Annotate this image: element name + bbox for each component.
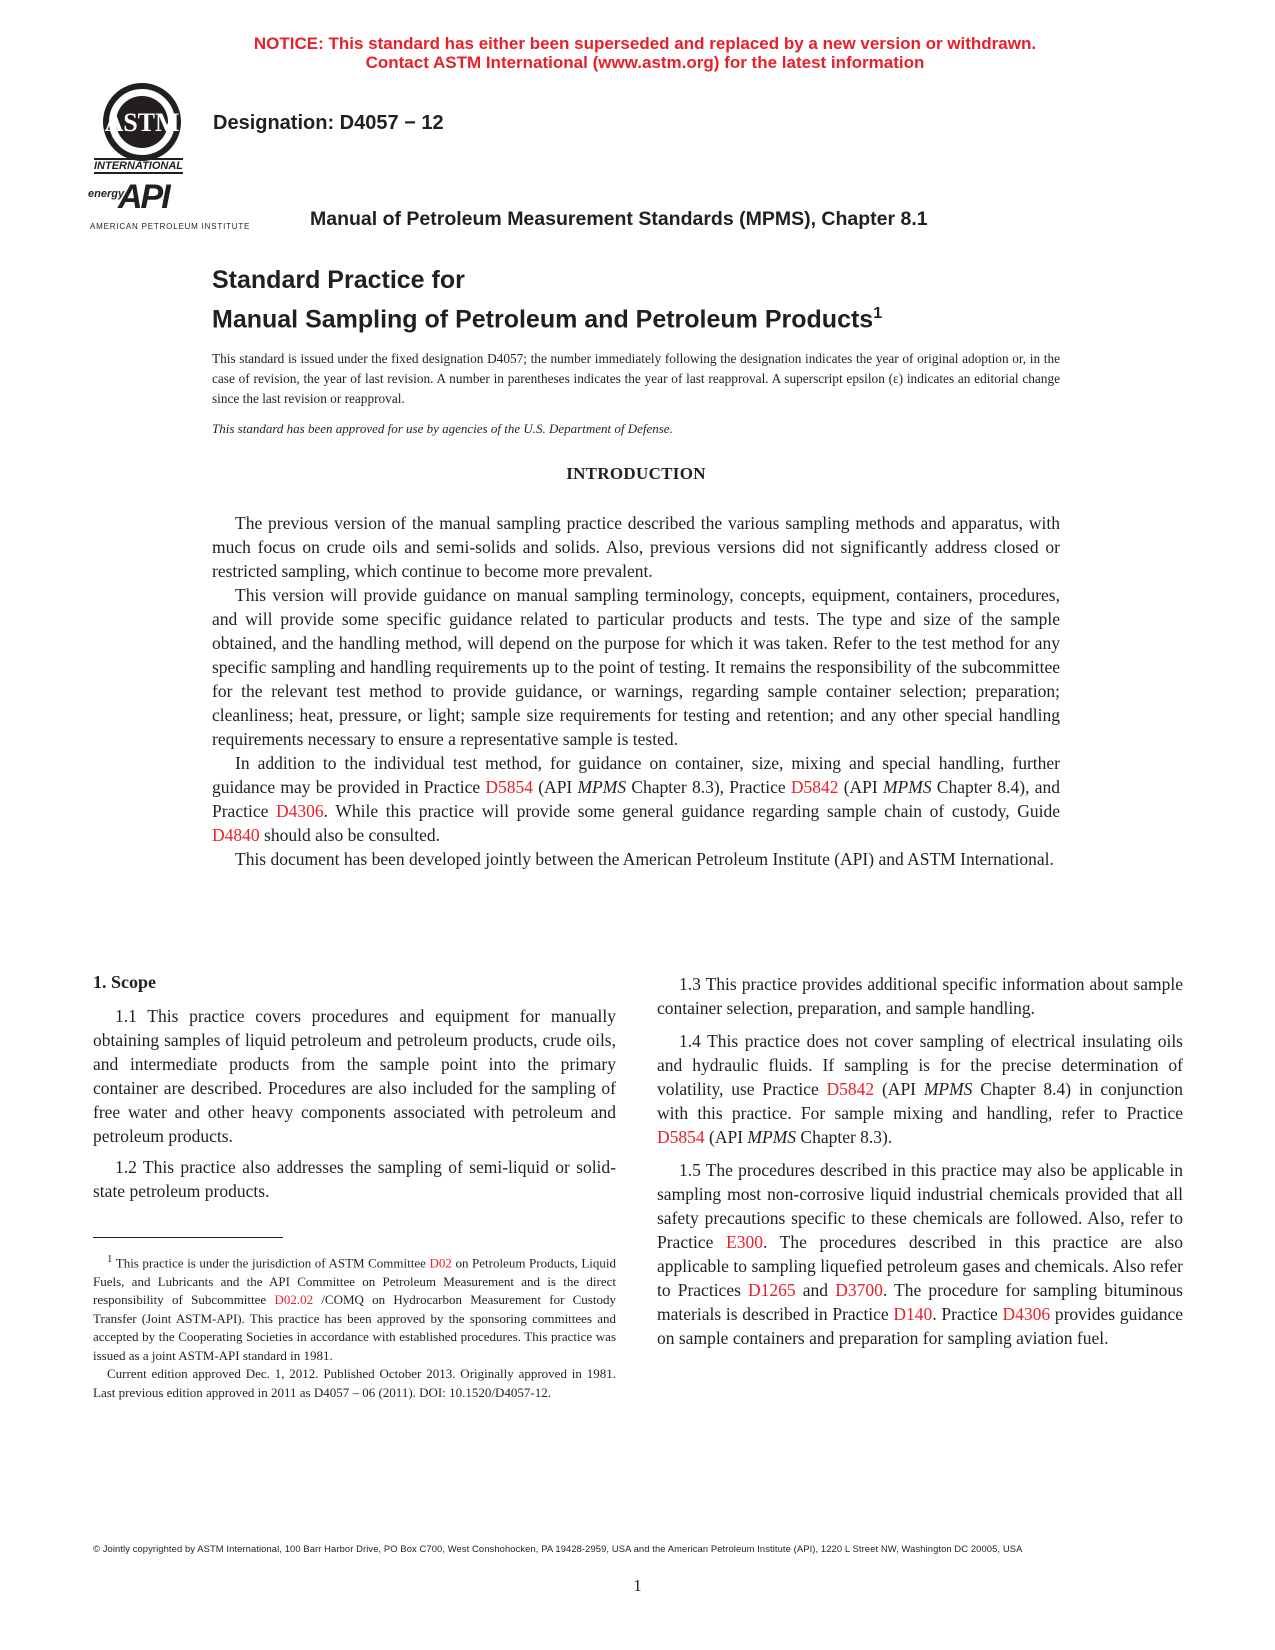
link-d02[interactable]: D02 [429,1255,452,1271]
intro-paragraph-3: In addition to the individual test method, for guidance on container, size, mixing and special handling, further guidance may be provided in Practice D5854 (API MPMS Chapter 8.3), Practice D5842 (API MPMS Chapter 8.4), and Practice D4306. While this practice will provide some general guidance regarding sample chain of custody, Guide D4840 should also be consulted. [212,753,1061,845]
link-d4306-s15[interactable]: D4306 [1002,1304,1051,1324]
title-line-1: Standard Practice for [212,266,465,294]
link-d5854[interactable]: D5854 [485,777,533,797]
scope-heading: 1. Scope [93,972,156,992]
link-e300[interactable]: E300 [726,1232,763,1252]
link-d4840[interactable]: D4840 [212,825,260,845]
title-line-2: Manual Sampling of Petroleum and Petroleum Products [212,305,874,334]
introduction-body [212,511,1060,871]
link-d3700[interactable]: D3700 [835,1280,883,1300]
intro-paragraph-1: The previous version of the manual sampling practice described the various sampling methods and apparatus, with much focus on crude oils and semi-solids and solids. Also, previous versions did not significantly address closed or restricted sampling, which continue to become more prevalent. [212,513,1060,581]
astm-international-wordmark: INTERNATIONAL [94,160,184,172]
footnote-edition: Current edition approved Dec. 1, 2012. Published October 2013. Originally approved in 1981. Last previous edition approved in 2011 as D4057 – 06 (2011). DOI: 10.1520/D4057-12. [93,1366,616,1400]
section-1-5: 1.5 The procedures described in this practice may also be applicable in sampling most non-corrosive liquid industrial chemicals provided that all safety precautions specific to these chemicals are followed. Also, refer to Practice E300. The procedures described in this practice are also applicable to sampling liquefied petroleum gases and chemicals. Also refer to Practices D1265 and D3700. The procedure for sampling bituminous materials is described in Practice D140. Practice D4306 provides guidance on sample containers and preparation for sampling aviation fuel. [657,1160,1183,1348]
right-column [657,972,1183,1350]
section-1-3: 1.3 This practice provides additional specific information about sample container selection, preparation, and sample handling. [657,974,1183,1018]
astm-logo-text: ASTM [104,108,180,137]
intro-paragraph-4: This document has been developed jointly between the American Petroleum Institute (API) and ASTM International. [235,849,1054,869]
link-d4306[interactable]: D4306 [276,801,324,821]
api-logo [88,178,251,236]
section-1-4: 1.4 This practice does not cover sampling of electrical insulating oils and hydraulic fluids. If sampling is for the precise determination of volatility, use Practice D5842 (API MPMS Chapter 8.4) in conjunction with this practice. For sample mixing and handling, refer to Practice D5854 (API MPMS Chapter 8.3). [657,1031,1183,1147]
api-full-name: AMERICAN PETROLEUM INSTITUTE [90,222,251,231]
page-number: 1 [633,1576,642,1595]
supersede-notice [100,34,1190,72]
link-d140[interactable]: D140 [893,1304,933,1324]
api-energy-text: energy [88,188,125,200]
footnote-1: $^1$ This practice is under the jurisdiction of ASTM Committee D02 on Petroleum Products, Liquid Fuels, and Lubricants and the API Committee on Petroleum Measurement and is the direct responsibility of Subcommittee D02.02 /COMQ on Hydrocarbon Measurement for Custody Transfer (Joint ASTM-API). This practice has been approved by the sponsoring committees and accepted by the Cooperating Societies in accordance with established procedures. This practice was issued as a joint ASTM-API standard in 1981. [93,1253,616,1363]
notice-line-2: Contact ASTM International (www.astm.org) for the latest information [365,53,925,72]
issue-note: This standard is issued under the fixed designation D4057; the number immediately following the designation indicates the year of original adoption or, in the case of revision, the year of last revision. A number in parentheses indicates the year of last reapproval. A superscript epsilon (ε) indicates an editorial change since the last revision or reapproval. [212,351,1060,406]
introduction-heading: INTRODUCTION [566,464,706,483]
link-d1265[interactable]: D1265 [748,1280,796,1300]
footnote [93,1250,616,1402]
link-d5842[interactable]: D5842 [790,777,839,797]
section-1-1: 1.1 This practice covers procedures and equipment for manually obtaining samples of liquid petroleum and petroleum products, crude oils, and intermediate products from the sample point into the primary container are described. Procedures are also included for the sampling of free water and other heavy components associated with petroleum and petroleum products. [93,1006,616,1146]
link-d02-02[interactable]: D02.02 [274,1292,314,1308]
api-logo-text: API [118,178,169,216]
designation: Designation: D4057 − 12 [213,112,444,134]
link-d5854-s14[interactable]: D5854 [657,1127,705,1147]
notice-line-1: NOTICE: This standard has either been superseded and replaced by a new version or withdrawn. [253,34,1037,53]
intro-paragraph-2: This version will provide guidance on manual sampling terminology, concepts, equipment, containers, procedures, and will provide some specific guidance related to particular products and tests. The type and size of the sample obtained, and the handling method, will depend on the purpose for which it was taken. Refer to the test method for any specific sampling and handling requirements up to the point of testing. It remains the responsibility of the subcommittee for the relevant test method to provide guidance, or warnings, regarding sample container selection; preparation; cleanliness; heat, pressure, or light; sample size requirements for testing and retention; and any other special handling requirements necessary to ensure a representative sample is tested. [212,585,1060,749]
page-title [212,264,882,336]
dod-approval-note: This standard has been approved for use by agencies of the U.S. Department of Defense. [212,421,673,436]
copyright-line: © Jointly copyrighted by ASTM International, 100 Barr Harbor Drive, PO Box C700, West Conshohocken, PA 19428-2959, USA and the American Petroleum Institute (API), 1220 L Street NW, Washington DC 20005, USA [93,1543,1023,1554]
section-1-2: 1.2 This practice also addresses the sampling of semi-liquid or solid-state petroleum products. [93,1157,616,1201]
left-column [93,1004,616,1203]
mpms-chapter: Manual of Petroleum Measurement Standards (MPMS), Chapter 8.1 [310,208,928,230]
link-d5842-s14[interactable]: D5842 [826,1079,875,1099]
footnote-divider [93,1237,283,1238]
title-footnote-mark: 1 [873,305,883,322]
